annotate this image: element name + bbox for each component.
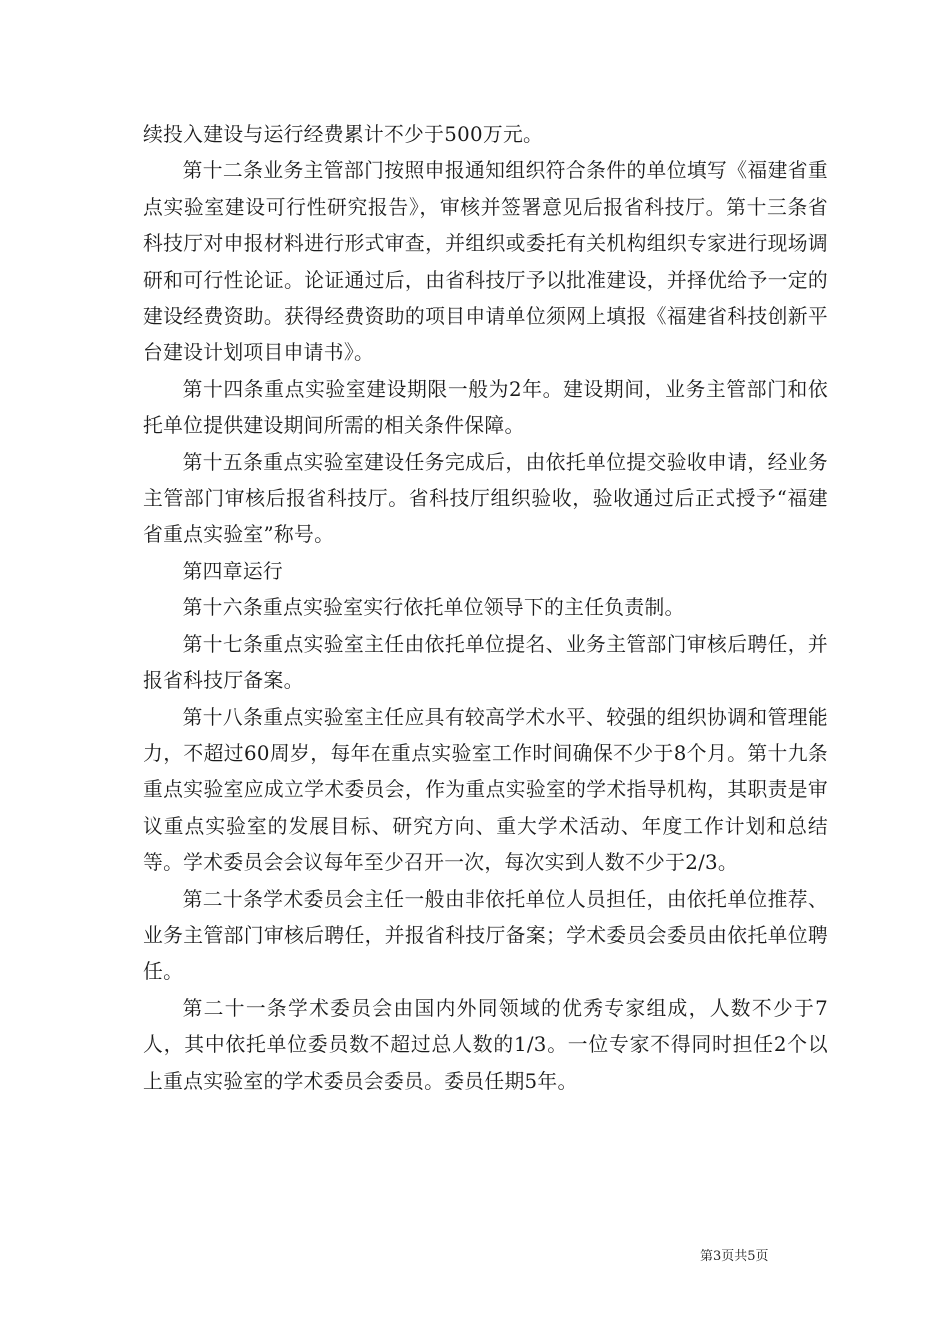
paragraph-article-18-19: 第十八条重点实验室主任应具有较高学术水平、较强的组织协调和管理能力，不超过60周岁，每年在重点实验室工作时间确保不少于8个月。第十九条重点实验室应成立学术委员会，作为重点实验室的学术指导机构，其职责是审议重点实验室的发展目标、研究方向、重大学术活动、年度工作计划和总结等。学术委员会会议每年至少召开一次，每次实到人数不少于2/3。 (143, 705, 828, 875)
paragraph-article-21: 第二十一条学术委员会由国内外同领域的优秀专家组成，人数不少于7人，其中依托单位委员数不超过总人数的1/3。一位专家不得同时担任2个以上重点实验室的学术委员会委员。委员任期5年。 (143, 996, 828, 1093)
paragraph-article-17: 第十七条重点实验室主任由依托单位提名、业务主管部门审核后聘任，并报省科技厅备案。 (143, 632, 828, 693)
paragraph-article-20: 第二十条学术委员会主任一般由非依托单位人员担任，由依托单位推荐、业务主管部门审核后聘任，并报省科技厅备案；学术委员会委员由依托单位聘任。 (143, 887, 828, 984)
chapter-heading: 第四章运行 (182, 559, 284, 583)
paragraph-continuation: 续投入建设与运行经费累计不少于500万元。 (143, 123, 544, 146)
paragraph-article-12-13: 第十二条业务主管部门按照申报通知组织符合条件的单位填写《福建省重点实验室建设可行性研究报告》，审核并签署意见后报省科技厅。第十三条省科技厅对申报材料进行形式审查，并组织或委托有关机构组织专家进行现场调研和可行性论证。论证通过后，由省科技厅予以批准建设，并择优给予一定的建设经费资助。获得经费资助的项目申请单位须网上填报《福建省科技创新平台建设计划项目申请书》。 (143, 159, 828, 365)
paragraph-article-16: 第十六条重点实验室实行依托单位领导下的主任负责制。 (182, 596, 685, 620)
paragraph-article-14: 第十四条重点实验室建设期限一般为2年。建设期间，业务主管部门和依托单位提供建设期间所需的相关条件保障。 (143, 377, 828, 438)
document-body (143, 117, 828, 1100)
page-number: 第3页共5页 (700, 1249, 769, 1264)
paragraph-article-15: 第十五条重点实验室建设任务完成后，由依托单位提交验收申请，经业务主管部门审核后报省科技厅。省科技厅组织验收，验收通过后正式授予“福建省重点实验室”称号。 (143, 450, 828, 547)
